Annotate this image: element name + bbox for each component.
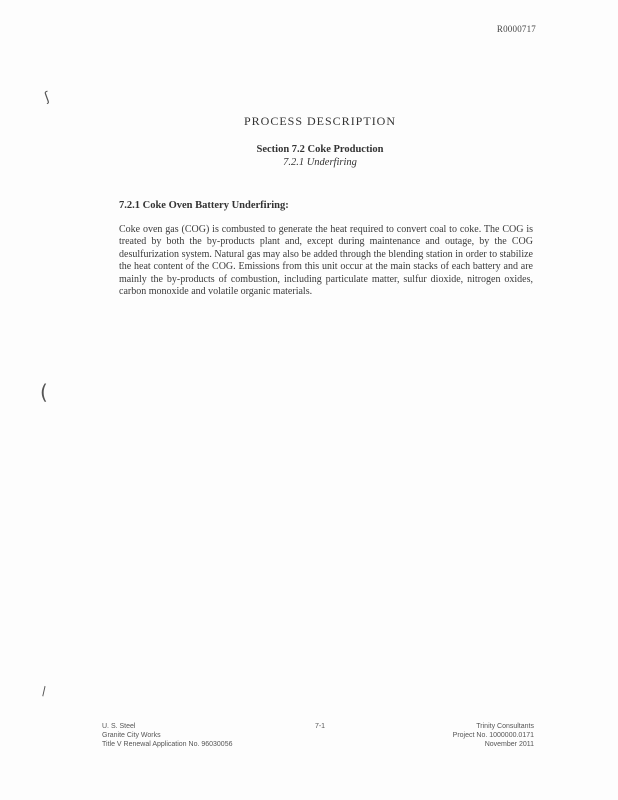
footer-project-number: Project No. 1000000.0171 xyxy=(452,732,534,740)
scan-mark-icon: ʃ xyxy=(42,89,52,106)
page-title: PROCESS DESCRIPTION xyxy=(243,114,397,128)
binder-hole-mark-icon: ( xyxy=(40,380,48,404)
section-label: Section 7.2 Coke Production xyxy=(256,144,384,155)
footer-consultant: Trinity Consultants xyxy=(476,723,534,730)
footer-center xyxy=(300,722,340,731)
body-paragraph: Coke oven gas (COG) is combusted to generate the heat required to convert coal to coke. The COG is treated by both the by-products plant and, except during maintenance and outage, by the COG desulfurization system. Natural gas may also be added through the blending station in order to stabilize the heat content of the COG. Emissions from this unit occur at the main stacks of each battery and are mainly the by-products of combustion, including particulate matter, sulfur dioxide, nitrogen oxides, carbon monoxide and volatile organic materials. xyxy=(119,224,533,298)
scan-mark-icon: \ xyxy=(38,683,50,699)
subsection-label: 7.2.1 Underfiring xyxy=(283,157,357,168)
footer-right xyxy=(453,722,534,750)
page-number: 7-1 xyxy=(314,723,326,730)
footer-date: November 2011 xyxy=(484,741,534,749)
footer-left xyxy=(102,722,233,750)
footer-facility: Granite City Works xyxy=(102,732,161,740)
footer-application: Title V Renewal Application No. 96030056 xyxy=(102,741,233,749)
subsection-heading: 7.2.1 Coke Oven Battery Underfiring: xyxy=(119,200,289,211)
footer-company: U. S. Steel xyxy=(102,723,136,730)
document-id: R0000717 xyxy=(496,24,536,34)
